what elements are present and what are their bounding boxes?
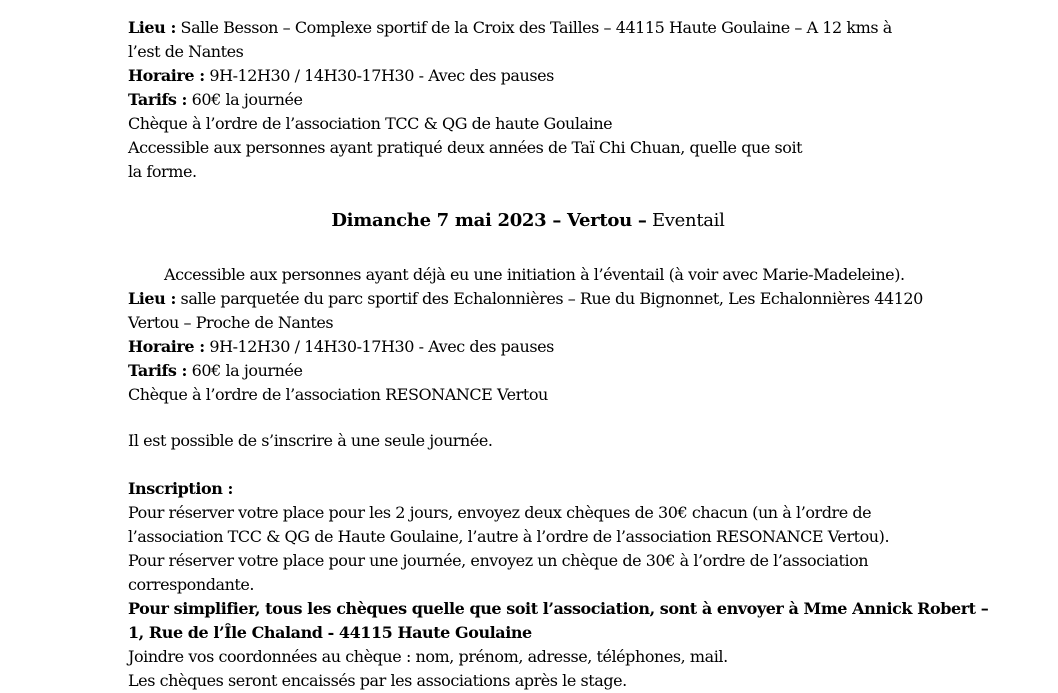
schedule-text: 9H-12H30 / 14H30-17H30 - Avec des pauses [204, 66, 554, 85]
price2-label: Tarifs : [128, 361, 188, 380]
access-line-2: la forme. [128, 162, 197, 181]
venue2-text: salle parquetée du parc sportif des Echalonnières – Rue du Bignonnet, Les Echalonnières 44120 [175, 289, 923, 308]
schedule-label: Horaire : [128, 66, 205, 85]
schedule2-line [128, 335, 554, 359]
venue2-line-1 [128, 287, 923, 311]
venue-line-2: l’est de Nantes [128, 42, 244, 61]
registration-line-1: Pour réserver votre place pour les 2 jours, envoyez deux chèques de 30€ chacun (un à l’ordre de [128, 503, 872, 522]
price-label: Tarifs : [128, 90, 188, 109]
venue-text: Salle Besson – Complexe sportif de la Croix des Tailles – 44115 Haute Goulaine – A 12 kms à [175, 18, 892, 37]
registration-heading: Inscription : [128, 479, 233, 498]
registration-line-4: correspondante. [128, 575, 255, 594]
access-line-1: Accessible aux personnes ayant pratiqué deux années de Taï Chi Chuan, quelle que soit [128, 138, 803, 157]
schedule2-label: Horaire : [128, 337, 205, 356]
venue-line-1 [128, 16, 892, 40]
schedule-line [128, 64, 554, 88]
section-heading [128, 209, 928, 233]
venue2-label: Lieu : [128, 289, 176, 308]
heading-bold: Dimanche 7 mai 2023 – Vertou – [331, 210, 647, 231]
cheque-line: Chèque à l’ordre de l’association TCC & QG de haute Goulaine [128, 114, 613, 133]
venue-label: Lieu : [128, 18, 176, 37]
address-line-2: 1, Rue de l’Île Chaland - 44115 Haute Goulaine [128, 623, 532, 642]
price-line [128, 88, 303, 112]
registration-line-3: Pour réserver votre place pour une journée, envoyez un chèque de 30€ à l’ordre de l’association [128, 551, 869, 570]
schedule2-text: 9H-12H30 / 14H30-17H30 - Avec des pauses [204, 337, 554, 356]
price2-text: 60€ la journée [187, 361, 303, 380]
contact-line: Joindre vos coordonnées au chèque : nom, prénom, adresse, téléphones, mail. [128, 647, 728, 666]
encashment-line: Les chèques seront encaissés par les associations après le stage. [128, 671, 627, 690]
address-line-1: Pour simplifier, tous les chèques quelle que soit l’association, sont à envoyer à Mme Annick Robert – [128, 599, 989, 618]
price2-line [128, 359, 303, 383]
heading-normal: Eventail [646, 210, 725, 231]
venue2-line-2: Vertou – Proche de Nantes [128, 313, 334, 332]
cheque2-line: Chèque à l’ordre de l’association RESONANCE Vertou [128, 385, 548, 404]
access-line-fan: Accessible aux personnes ayant déjà eu une initiation à l’éventail (à voir avec Marie-Madeleine). [164, 265, 905, 284]
registration-line-2: l’association TCC & QG de Haute Goulaine, l’autre à l’ordre de l’association RESONANCE Vertou). [128, 527, 890, 546]
price-text: 60€ la journée [187, 90, 303, 109]
single-day-note: Il est possible de s’inscrire à une seule journée. [128, 431, 493, 450]
